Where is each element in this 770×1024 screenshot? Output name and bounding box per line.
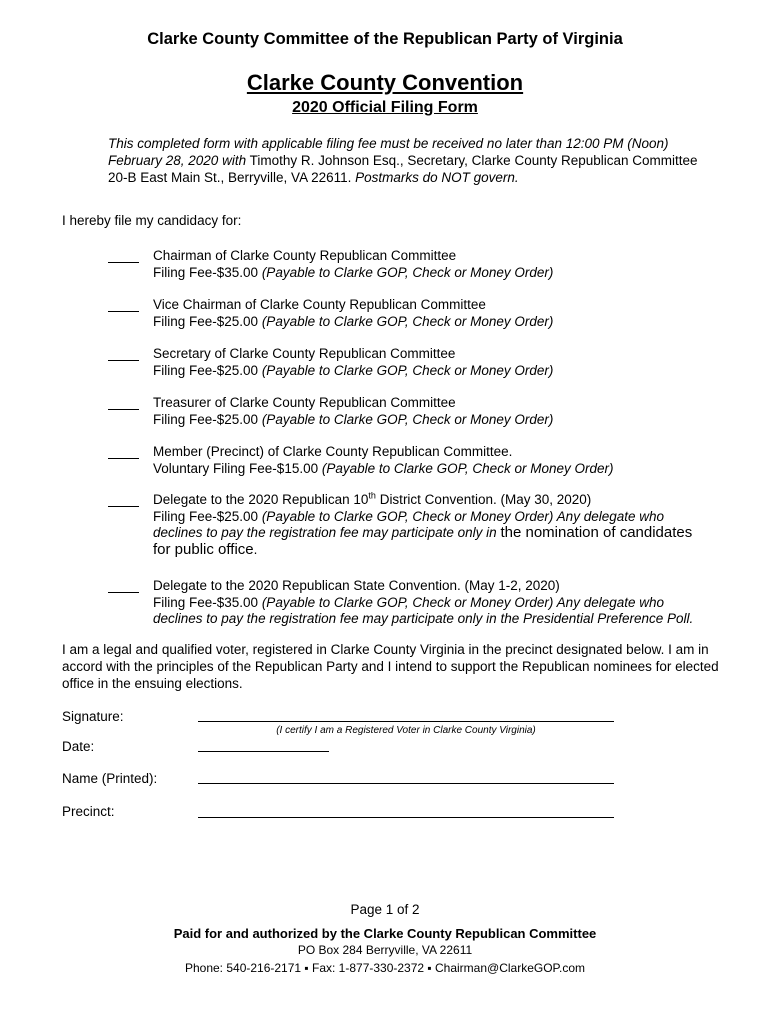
candidacy-prompt: I hereby file my candidacy for: [62, 213, 242, 228]
option-fee: Filing Fee-$25.00 (Payable to Clarke GOP, Check or Money Order) [153, 362, 554, 378]
option-title: Delegate to the 2020 Republican State Convention. (May 1-2, 2020) [153, 578, 560, 593]
option-member-precinct [153, 444, 713, 477]
option-fee: Filing Fee-$35.00 (Payable to Clarke GOP, Check or Money Order) [153, 264, 554, 280]
instructions-deadline: This completed form with applicable filing fee must be received no later than 12:00 PM (Noon) February 28, 2020 with [108, 136, 669, 168]
voter-certification: (I certify I am a Registered Voter in Clarke County Virginia) [276, 725, 536, 736]
precinct-label: Precinct: [62, 804, 115, 819]
option-district-delegate [153, 492, 713, 558]
precinct-line[interactable] [198, 817, 614, 818]
candidacy-blank-vice-chairman[interactable] [108, 311, 139, 312]
date-line[interactable] [198, 751, 329, 752]
filing-instructions [108, 135, 708, 186]
option-fee: Filing Fee-$25.00 (Payable to Clarke GOP, Check or Money Order) Any delegate who declines to pay the registration fee may participate only in the nomination of candidates for public office. [153, 508, 693, 558]
voter-declaration: I am a legal and qualified voter, registered in Clarke County Virginia in the precinct designated below. I am in accord with the principles of the Republican Party and I intend to support the Republican nominees for elected office in the ensuing elections. [62, 642, 719, 691]
paid-for-notice: Paid for and authorized by the Clarke County Republican Committee [173, 926, 597, 941]
signature-label: Signature: [62, 709, 124, 724]
instructions-postmark-note: Postmarks do NOT govern. [355, 170, 519, 185]
name-printed-label: Name (Printed): [62, 771, 158, 786]
candidacy-blank-secretary[interactable] [108, 360, 139, 361]
option-fee: Filing Fee-$25.00 (Payable to Clarke GOP, Check or Money Order) [153, 313, 554, 329]
form-subtitle: 2020 Official Filing Form [292, 99, 478, 116]
option-title: Member (Precinct) of Clarke County Republican Committee. [153, 444, 513, 459]
candidacy-blank-chairman[interactable] [108, 262, 139, 263]
option-title: Vice Chairman of Clarke County Republican Committee [153, 297, 486, 312]
option-title: Treasurer of Clarke County Republican Committee [153, 395, 456, 410]
candidacy-blank-state-delegate[interactable] [108, 592, 139, 593]
candidacy-blank-member[interactable] [108, 458, 139, 459]
option-vice-chairman [153, 297, 713, 330]
committee-header: Clarke County Committee of the Republican Party of Virginia [147, 30, 623, 48]
candidacy-blank-district-delegate[interactable] [108, 506, 139, 507]
option-fee: Voluntary Filing Fee-$15.00 (Payable to Clarke GOP, Check or Money Order) [153, 460, 614, 476]
signature-line[interactable] [198, 721, 614, 722]
option-title: Secretary of Clarke County Republican Committee [153, 346, 456, 361]
option-fee: Filing Fee-$35.00 (Payable to Clarke GOP, Check or Money Order) Any delegate who declines to pay the registration fee may participate only in the Presidential Preference Poll. [153, 594, 694, 626]
option-title: Chairman of Clarke County Republican Committee [153, 248, 457, 263]
option-treasurer [153, 395, 713, 428]
footer-address: PO Box 284 Berryville, VA 22611 [297, 943, 473, 957]
option-state-delegate [153, 578, 713, 628]
option-title: Delegate to the 2020 Republican 10th District Convention. (May 30, 2020) [153, 490, 592, 507]
option-fee: Filing Fee-$25.00 (Payable to Clarke GOP, Check or Money Order) [153, 411, 554, 427]
date-label: Date: [62, 739, 95, 754]
page-number: Page 1 of 2 [350, 902, 420, 917]
name-printed-line[interactable] [198, 783, 614, 784]
option-chairman [153, 248, 713, 281]
form-title: Clarke County Convention [246, 70, 524, 95]
candidacy-blank-treasurer[interactable] [108, 409, 139, 410]
instructions-address: Timothy R. Johnson Esq., Secretary, Clarke County Republican Committee 20-B East Main St., Berryville, VA 22611. [108, 153, 698, 185]
footer-contact: Phone: 540-216-2171 ▪ Fax: 1-877-330-2372 ▪ Chairman@ClarkeGOP.com [184, 961, 586, 975]
option-secretary [153, 346, 713, 379]
